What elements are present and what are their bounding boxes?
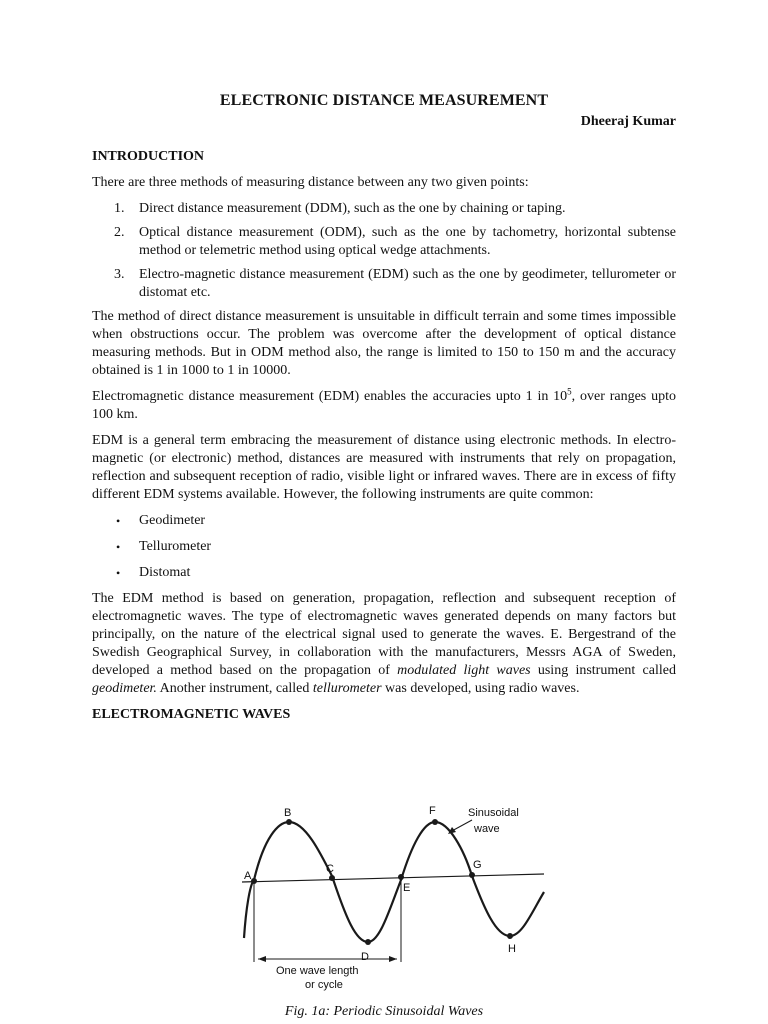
point-label-d: D: [361, 951, 369, 963]
list-item-text: Tellurometer: [139, 539, 212, 554]
arrowhead-left-icon: [258, 956, 266, 962]
paragraph-text: was developed, using radio waves.: [381, 681, 580, 696]
paragraph-text: The EDM method is based on generation, propagation, reflection and subsequent reception of electromagnetic waves. The type of electromagnetic waves generated depends on many factors but principally, on the nature of the electrical signal used to generate the waves. E. Bergestrand of the Swedish Geographical Survey, in collaboration with the manufacturers, Messrs AGA of Sweden, developed a method based on the propagation of: [92, 591, 676, 678]
edm-range-text: , over ranges upto 100 km.: [92, 389, 676, 422]
list-item: [92, 564, 676, 582]
list-item-text: Optical distance measurement (ODM), such as the one by tachometry, horizontal subtense method or telemetric method using optical wedge attachments.: [139, 225, 676, 258]
list-item-text: Electro-magnetic distance measurement (EDM) such as the one by geodimeter, tellurometer or distomat etc.: [139, 267, 676, 300]
point-c-marker: [329, 875, 335, 881]
point-h-marker: [507, 933, 513, 939]
arrowhead-right-icon: [389, 956, 397, 962]
document-body: [92, 148, 676, 732]
electromagnetic-waves-heading: ELECTROMAGNETIC WAVES: [92, 707, 291, 722]
figure-caption: Fig. 1a: Periodic Sinusoidal Waves: [284, 1004, 484, 1019]
sinusoidal-wave-figure: [228, 788, 548, 1002]
list-item-text: Direct distance measurement (DDM), such as the one by chaining or taping.: [139, 201, 566, 216]
exponent: 5: [567, 386, 572, 397]
author-name: Dheeraj Kumar: [580, 114, 676, 129]
emphasis-tellurometer: tellurometer: [312, 681, 382, 696]
point-label-b: B: [284, 807, 292, 819]
point-e-marker: [398, 874, 404, 880]
sinusoidal-wave-curve: [244, 822, 544, 942]
list-item: [92, 200, 676, 218]
edm-accuracy-text: Electromagnetic distance measurement (EDM) enables the accuracies upto 1 in 10: [92, 389, 568, 404]
instruments-list: [92, 512, 676, 582]
wave-length-label-line-1: One wave length: [276, 965, 359, 977]
list-item: [92, 538, 676, 556]
intro-lead-paragraph: There are three methods of measuring distance between any two given points:: [92, 175, 529, 190]
point-label-e: E: [403, 882, 411, 894]
list-item: [92, 224, 676, 260]
point-label-a: A: [244, 870, 252, 882]
introduction-heading: INTRODUCTION: [92, 149, 205, 164]
wave-length-label-line-2: or cycle: [305, 979, 343, 991]
point-d-marker: [365, 939, 371, 945]
axis-line: [242, 874, 544, 882]
document-title: ELECTRONIC DISTANCE MEASUREMENT: [219, 92, 549, 109]
list-item: [92, 266, 676, 302]
wave-label-line-1: Sinusoidal: [468, 807, 519, 819]
bullet-icon: •: [116, 566, 121, 580]
bullet-icon: •: [116, 540, 121, 554]
list-item-text: Geodimeter: [139, 513, 206, 528]
wave-label-line-2: wave: [474, 823, 500, 835]
paragraph-text: Another instrument, called: [156, 681, 313, 696]
point-g-marker: [469, 872, 475, 878]
point-a-marker: [251, 878, 257, 884]
paragraph-text: using instrument called: [530, 663, 676, 678]
bullet-icon: •: [116, 514, 121, 528]
wave-diagram: [228, 788, 548, 1002]
list-item-number: 2.: [114, 225, 125, 240]
point-b-marker: [286, 819, 292, 825]
edm-accuracy-paragraph: [92, 388, 676, 424]
point-label-g: G: [473, 859, 482, 871]
list-item-number: 1.: [114, 201, 125, 216]
point-label-c: C: [326, 863, 334, 875]
methods-list: [92, 200, 676, 302]
list-item: [92, 512, 676, 530]
list-item-number: 3.: [114, 267, 125, 282]
emphasis-geodimeter: geodimeter.: [92, 681, 157, 696]
emphasis-modulated-light-waves: modulated light waves: [397, 663, 531, 678]
point-label-h: H: [508, 943, 516, 955]
edm-definition-paragraph: EDM is a general term embracing the measurement of distance using electronic methods. In electro-magnetic (or electronic) method, distances are measured with instruments that rely on propagation, reflection and subsequent reception of radio, visible light or infrared waves. There are in excess of fifty different EDM systems available. However, the following instruments are quite common:: [92, 433, 676, 502]
point-f-marker: [432, 819, 438, 825]
list-item-text: Distomat: [139, 565, 191, 580]
point-label-f: F: [429, 805, 436, 817]
ddm-paragraph: The method of direct distance measurement is unsuitable in difficult terrain and some times impossible when obstructions occur. The problem was overcome after the development of optical distance measuring methods. But in ODM method also, the range is limited to 150 to 150 m and the accuracy obtained is 1 in 1000 to 1 in 10000.: [92, 309, 676, 378]
edm-method-paragraph: [92, 590, 676, 698]
